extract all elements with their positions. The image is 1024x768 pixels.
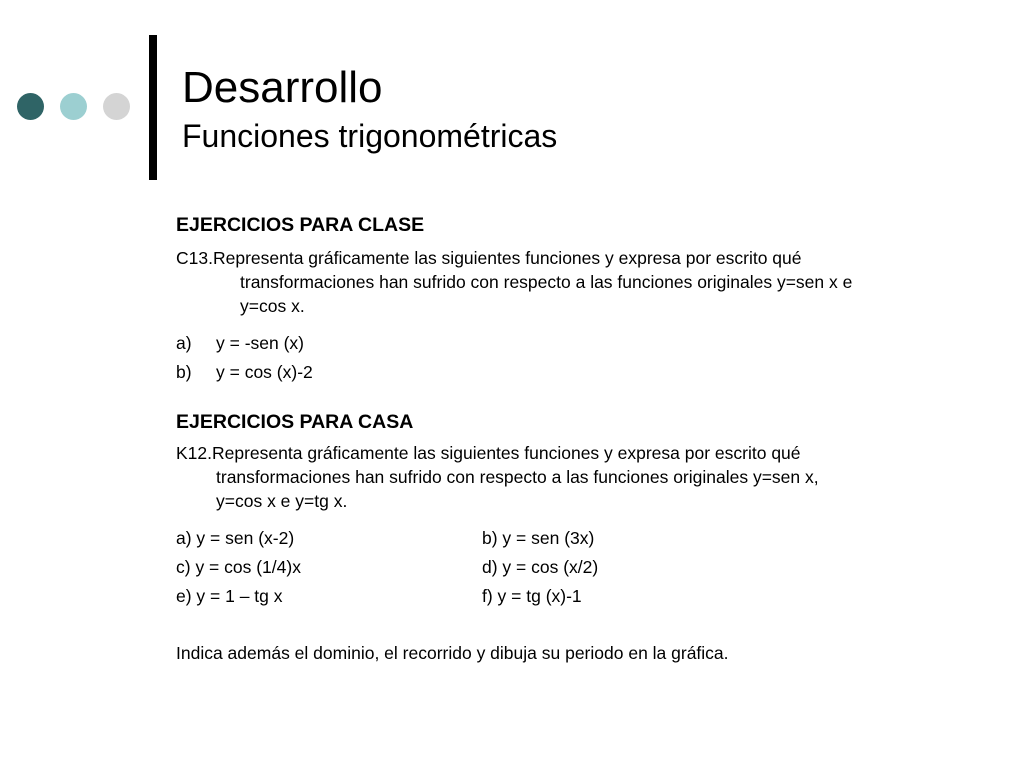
casa-prompt-line-1: K12.Representa gráficamente las siguientes funciones y expresa por escrito qué	[176, 443, 801, 463]
casa-item-d: d) y = cos (x/2)	[482, 557, 599, 577]
clase-item-b-text: y = cos (x)-2	[216, 362, 313, 382]
clase-item-a-marker: a)	[176, 333, 192, 353]
decor-dot-dark	[17, 93, 44, 120]
clase-prompt-line-1: C13.Representa gráficamente las siguientes funciones y expresa por escrito qué	[176, 248, 802, 268]
clase-heading: EJERCICIOS PARA CLASE	[176, 214, 425, 236]
casa-item-f: f) y = tg (x)-1	[482, 586, 582, 606]
clase-prompt-line-3: y=cos x.	[240, 296, 305, 316]
slide-subtitle: Funciones trigonométricas	[182, 118, 558, 154]
title-divider-bar	[149, 35, 157, 180]
casa-item-e: e) y = 1 – tg x	[176, 586, 283, 606]
casa-prompt-line-3: y=cos x e y=tg x.	[216, 491, 348, 511]
decor-dot-light	[60, 93, 87, 120]
slide-title: Desarrollo	[182, 63, 383, 112]
decor-dot-gray	[103, 93, 130, 120]
clase-prompt-line-2: transformaciones han sufrido con respecto a las funciones originales y=sen x e	[240, 272, 853, 292]
casa-heading: EJERCICIOS PARA CASA	[176, 411, 414, 433]
casa-item-c: c) y = cos (1/4)x	[176, 557, 301, 577]
clase-item-a-text: y = -sen (x)	[216, 333, 305, 353]
casa-item-b: b) y = sen (3x)	[482, 528, 595, 548]
casa-prompt-line-2: transformaciones han sufrido con respecto a las funciones originales y=sen x,	[216, 467, 819, 487]
clase-item-b-marker: b)	[176, 362, 192, 382]
casa-item-a: a) y = sen (x-2)	[176, 528, 295, 548]
casa-footer-note: Indica además el dominio, el recorrido y dibuja su periodo en la gráfica.	[176, 643, 729, 663]
